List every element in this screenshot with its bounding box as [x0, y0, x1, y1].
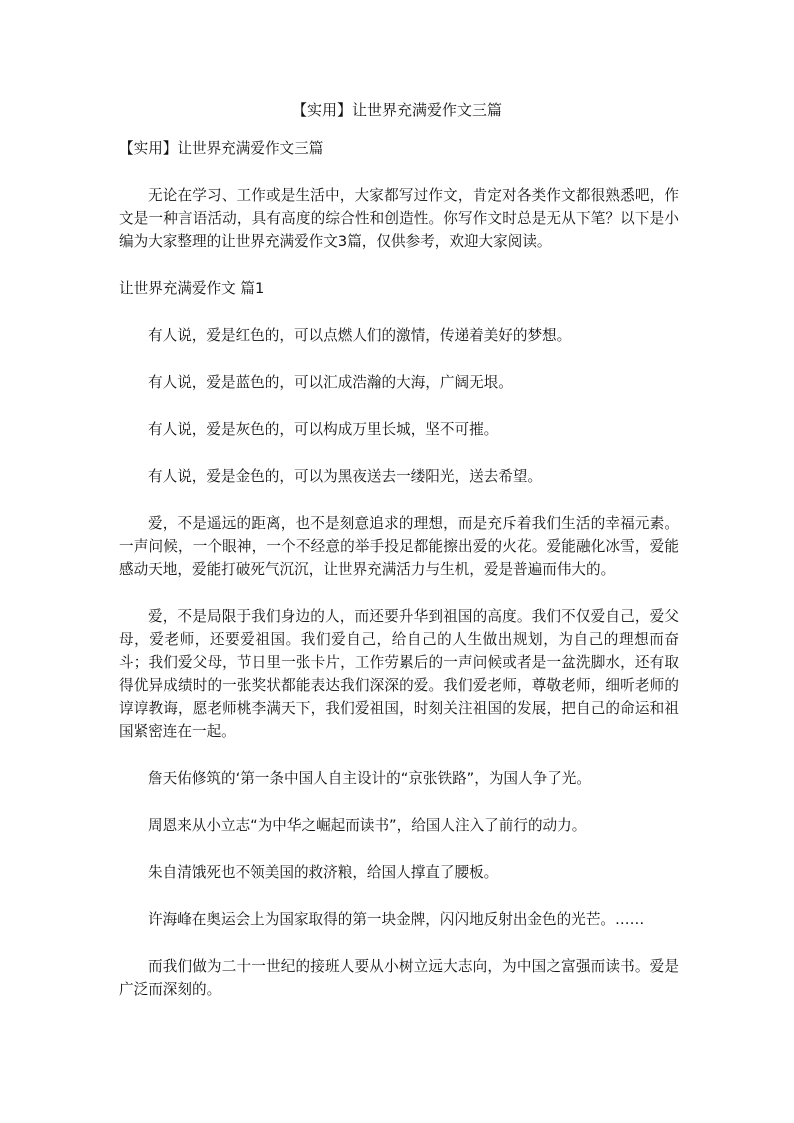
paragraph-10: 许海峰在奥运会上为国家取得的第一块金牌，闪闪地反射出金色的光芒。…… — [148, 911, 645, 928]
paragraph-4: 有人说，爱是金色的，可以为黑夜送去一缕阳光，送去希望。 — [148, 468, 543, 485]
paragraph-1: 有人说，爱是红色的，可以点燃人们的激情，传递着美好的梦想。 — [148, 327, 572, 344]
document-title: 【实用】让世界充满爱作文三篇 — [291, 101, 502, 119]
paragraph-5: 爱，不是遥远的距离，也不是刻意追求的理想，而是充斥着我们生活的幸福元素。一声问候，一个眼神，一个不经意的举手投足都能擦出爱的火花。爱能融化冰雪，爱能感动天地，爱能打破死气沉沉，让世界充满活力与生机，爱是普遍而伟大的。 — [119, 515, 679, 578]
paragraph-6: 爱，不是局限于我们身边的人，而还要升华到祖国的高度。我们不仅爱自己，爱父母，爱老师，还要爱祖国。我们爱自己，给自己的人生做出规划，为自己的理想而奋斗；我们爱父母，节日里一张卡片，工作劳累后的一声问候或者是一盆洗脚水，还有取得优异成绩时的一张奖状都能表达我们深深的爱。我们爱老师，尊敬老师，细听老师的谆谆教诲，愿老师桃李满天下，我们爱祖国，时刻关注祖国的发展，把自己的命运和祖国紧密连在一起。 — [119, 608, 679, 740]
article-heading: 【实用】让世界充满爱作文三篇 — [119, 140, 324, 157]
paragraph-3: 有人说，爱是灰色的，可以构成万里长城，坚不可摧。 — [148, 421, 499, 438]
section-title: 让世界充满爱作文 篇1 — [119, 280, 265, 297]
paragraph-8: 周恩来从小立志“为中华之崛起而读书”，给国人注入了前行的动力。 — [148, 817, 587, 834]
paragraph-9: 朱自清饿死也不领美国的救济粮，给国人撑直了腰板。 — [148, 864, 499, 881]
document-body — [119, 137, 679, 1025]
paragraph-2: 有人说，爱是蓝色的，可以汇成浩瀚的大海，广阔无垠。 — [148, 374, 513, 391]
paragraph-7: 詹天佑修筑的‘第一条中国人自主设计的“京张铁路”，为国人争了光。 — [148, 770, 591, 787]
paragraph-11: 而我们做为二十一世纪的接班人要从小树立远大志向，为中国之富强而读书。爱是广泛而深刻的。 — [119, 958, 679, 998]
intro-paragraph: 无论在学习、工作或是生活中，大家都写过作文，肯定对各类作文都很熟悉吧，作文是一种言语活动，具有高度的综合性和创造性。你写作文时总是无从下笔？以下是小编为大家整理的让世界充满爱作文3篇，仅供参考，欢迎大家阅读。 — [119, 187, 679, 250]
